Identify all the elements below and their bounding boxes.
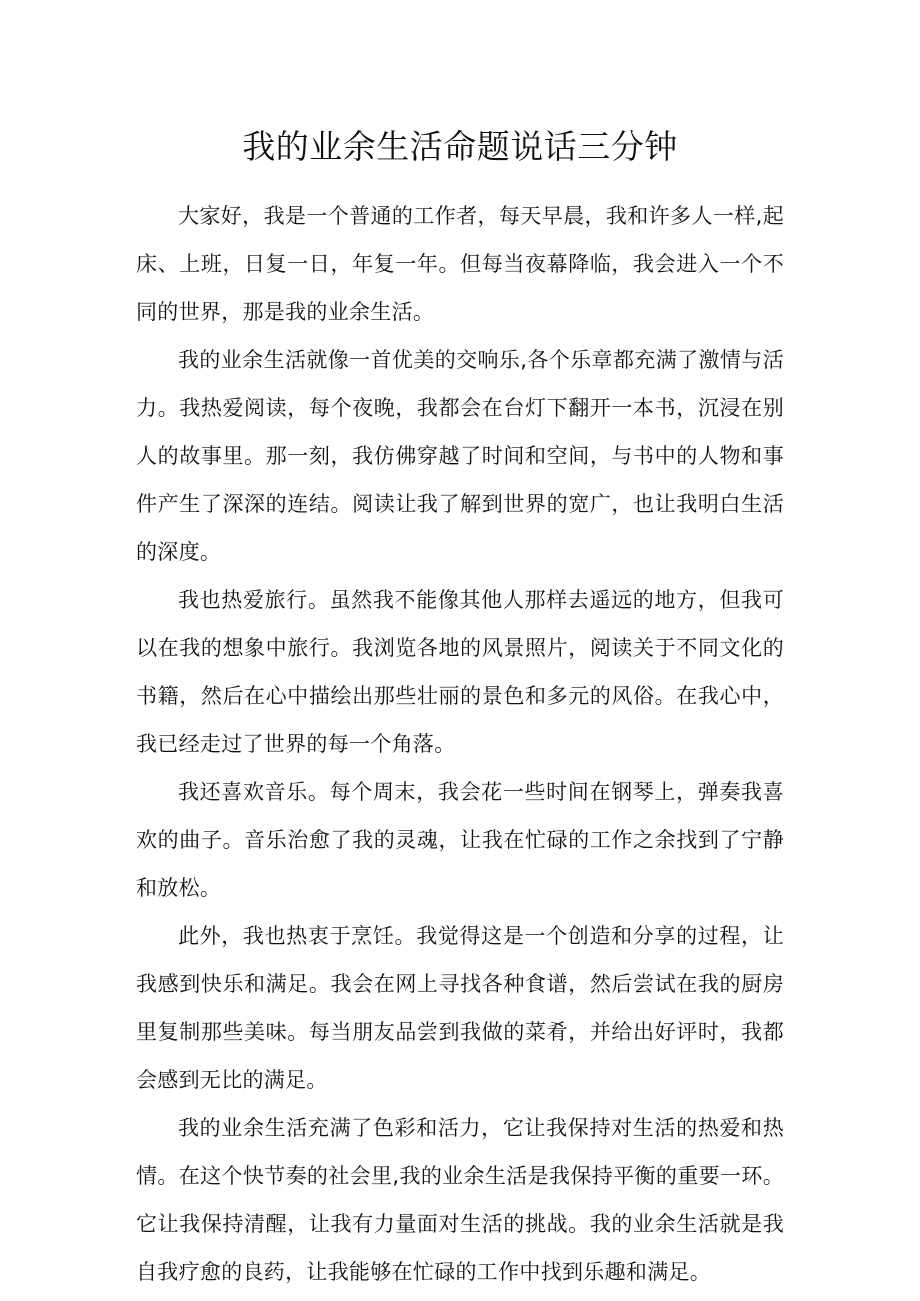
paragraph-intro: 大家好，我是一个普通的工作者，每天早晨，我和许多人一样,起床、上班，日复一日，年复一年。但每当夜幕降临，我会进入一个不同的世界，那是我的业余生活。	[136, 204, 784, 324]
paragraph-travel: 我也热爱旅行。虽然我不能像其他人那样去遥远的地方，但我可以在我的想象中旅行。我浏览各地的风景照片，阅读关于不同文化的书籍，然后在心中描绘出那些壮丽的景色和多元的风俗。在我心中，我已经走过了世界的每一个角落。	[136, 588, 784, 756]
paragraph-reading: 我的业余生活就像一首优美的交响乐,各个乐章都充满了激情与活力。我热爱阅读，每个夜晚，我都会在台灯下翻开一本书，沉浸在别人的故事里。那一刻，我仿佛穿越了时间和空间，与书中的人物和事件产生了深深的连结。阅读让我了解到世界的宽广，也让我明白生活的深度。	[136, 348, 784, 564]
paragraph-conclusion: 我的业余生活充满了色彩和活力，它让我保持对生活的热爱和热情。在这个快节奏的社会里,我的业余生活是我保持平衡的重要一环。它让我保持清醒，让我有力量面对生活的挑战。我的业余生活就是我自我疗愈的良药，让我能够在忙碌的工作中找到乐趣和满足。	[136, 1116, 784, 1284]
paragraph-music: 我还喜欢音乐。每个周末，我会花一些时间在钢琴上，弹奏我喜欢的曲子。音乐治愈了我的灵魂，让我在忙碌的工作之余找到了宁静和放松。	[136, 780, 784, 900]
document-title: 我的业余生活命题说话三分钟	[242, 127, 678, 166]
paragraph-cooking: 此外，我也热衷于烹饪。我觉得这是一个创造和分享的过程，让我感到快乐和满足。我会在网上寻找各种食谱，然后尝试在我的厨房里复制那些美味。每当朋友品尝到我做的菜肴，并给出好评时，我都会感到无比的满足。	[136, 924, 784, 1092]
